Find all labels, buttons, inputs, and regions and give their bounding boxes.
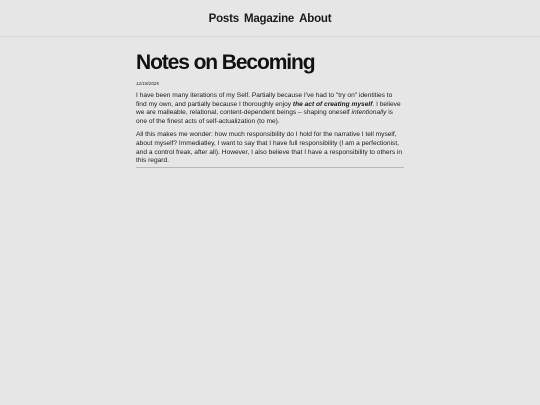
italic-word: intentionally — [351, 109, 387, 117]
nav-magazine-link[interactable]: Magazine — [243, 12, 295, 25]
post-divider — [136, 167, 404, 168]
paragraph-1-text-a: I have been many iterations of my Self. Partially because I've had to "try on" identities to find my own, and partially because I thoroughly enjoy — [136, 92, 393, 108]
blog-post — [136, 50, 404, 168]
nav-posts-link[interactable]: Posts — [208, 12, 239, 25]
top-navigation — [0, 0, 540, 37]
emphasized-phrase: the act of creating myself — [292, 100, 373, 108]
paragraph-1-text-b: . I believe we are malleable, relational, content-dependent beings – shaping oneself — [136, 100, 401, 117]
paragraph-1-text-c: is one of the finest acts of self-actualization (to me). — [136, 109, 393, 125]
post-paragraph-1 — [136, 92, 404, 126]
post-paragraph-2: All this makes me wonder: how much responsibility do I hold for the narrative I tell myself, about myself? Immediatley, I want to say that I have full responsibility (I am a perfectionist, and a control freak, after all). However, I also believe that I have a responsibility to others in this regard. — [136, 131, 403, 165]
post-title: Notes on Becoming — [136, 51, 315, 74]
nav-about-link[interactable]: About — [299, 12, 332, 25]
post-date: 12/18/2025 — [136, 81, 159, 86]
